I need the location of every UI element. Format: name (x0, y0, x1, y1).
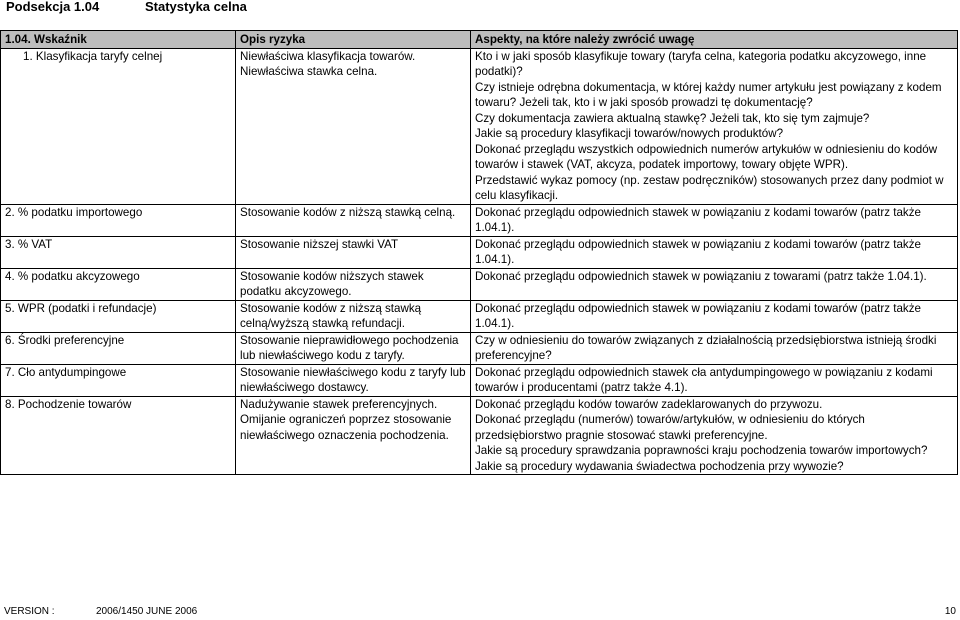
risk-cell (236, 300, 471, 332)
risk-text: Stosowanie kodów z niższą stawką celną. (240, 205, 456, 219)
table-row (1, 396, 958, 475)
aspect-text: Kto i w jaki sposób klasyfikuje towary (taryfa celna, kategoria podatku akcyzowego, inne podatki)? (475, 49, 927, 78)
aspect-text: Jakie są procedury klasyfikacji towarów/nowych produktów? (475, 127, 784, 140)
aspects-cell (471, 48, 958, 204)
column-header-risk: Opis ryzyka (236, 31, 471, 49)
aspect-text: Dokonać przeglądu wszystkich odpowiednich numerów artykułów w odniesieniu do kodów towarów i stawek (VAT, akcyza, podatek importowy, towary objęte WPR). (475, 142, 938, 171)
indicator-cell: 1. Klasyfikacja taryfy celnej (1, 48, 236, 204)
table-row (1, 204, 958, 236)
risk-cell (236, 268, 471, 300)
table-header-row (1, 31, 958, 49)
aspects-cell (471, 300, 958, 332)
aspect-text: Dokonać przeglądu (numerów) towarów/artykułów, w odniesieniu do których przedsiębiorstwo pragnie stosować stawki preferencyjne. (475, 413, 865, 442)
section-label: Podsekcja 1.04 (6, 0, 100, 14)
indicator-cell: 8. Pochodzenie towarów (1, 396, 236, 475)
risk-cell (236, 236, 471, 268)
risk-cell (236, 364, 471, 396)
indicator-cell: 7. Cło antydumpingowe (1, 364, 236, 396)
table-row (1, 268, 958, 300)
risk-text: Stosowanie kodów z niższą stawką celną/wyższą stawką refundacji. (240, 301, 422, 330)
risk-text: Niewłaściwa stawka celna. (240, 65, 378, 78)
aspect-text: Przedstawić wykaz pomocy (np. zestaw podręczników) stosowanych przez dany podmiot w celu klasyfikacji. (475, 173, 944, 202)
aspect-text: Dokonać przeglądu odpowiednich stawek cła antydumpingowego w powiązaniu z kodami towarów i producentami (patrz także 4.1). (475, 365, 933, 394)
risk-text: Omijanie ograniczeń poprzez stosowanie niewłaściwego oznaczenia pochodzenia. (240, 413, 452, 442)
aspect-text: Czy istnieje odrębna dokumentacja, w której każdy numer artykułu jest powiązany z kodem towaru? Jeżeli tak, kto i w jaki sposób prowadzi tę dokumentację? (475, 80, 942, 109)
table-row (1, 48, 958, 204)
table-row (1, 300, 958, 332)
risk-text: Stosowanie niższej stawki VAT (240, 237, 399, 251)
indicator-cell: 4. % podatku akcyzowego (1, 268, 236, 300)
page-number: 10 (944, 606, 956, 617)
indicator-cell: 6. Środki preferencyjne (1, 332, 236, 364)
risk-cell (236, 332, 471, 364)
risk-cell (236, 204, 471, 236)
risk-cell (236, 396, 471, 475)
column-header-aspects: Aspekty, na które należy zwrócić uwagę (471, 31, 958, 49)
aspect-text: Czy dokumentacja zawiera aktualną stawkę? Jeżeli tak, kto się tym zajmuje? (475, 111, 870, 125)
aspect-text: Dokonać przeglądu odpowiednich stawek w powiązaniu z kodami towarów (patrz także 1.04.1). (475, 205, 921, 234)
version-label: VERSION : (4, 606, 55, 617)
risk-text: Stosowanie niewłaściwego kodu z taryfy lub niewłaściwego dostawcy. (240, 365, 466, 394)
aspects-cell (471, 268, 958, 300)
aspects-cell (471, 364, 958, 396)
risk-text: Niewłaściwa klasyfikacja towarów. (240, 49, 416, 63)
column-header-indicator: 1.04. Wskaźnik (1, 31, 236, 49)
aspects-cell (471, 204, 958, 236)
risk-text: Stosowanie nieprawidłowego pochodzenia lub niewłaściwego kodu z taryfy. (240, 333, 459, 362)
aspect-text: Dokonać przeglądu odpowiednich stawek w powiązaniu z kodami towarów (patrz także 1.04.1). (475, 301, 921, 330)
aspects-cell (471, 236, 958, 268)
page-footer (0, 606, 960, 620)
section-title: Statystyka celna (145, 0, 247, 14)
risk-text: Nadużywanie stawek preferencyjnych. (240, 397, 438, 411)
page-header (0, 0, 960, 20)
aspect-text: Dokonać przeglądu odpowiednich stawek w powiązaniu z towarami (patrz także 1.04.1). (475, 269, 927, 283)
indicator-cell: 5. WPR (podatki i refundacje) (1, 300, 236, 332)
aspect-text: Jakie są procedury wydawania świadectwa pochodzenia przy wywozie? (475, 459, 844, 473)
indicator-cell: 3. % VAT (1, 236, 236, 268)
risk-text: Stosowanie kodów niższych stawek podatku akcyzowego. (240, 269, 424, 298)
indicator-cell: 2. % podatku importowego (1, 204, 236, 236)
aspects-cell (471, 396, 958, 475)
table-row (1, 364, 958, 396)
aspect-text: Czy w odniesieniu do towarów związanych z działalnością przedsiębiorstwa istnieją środki preferencyjne? (475, 333, 937, 362)
table-row (1, 236, 958, 268)
aspect-text: Jakie są procedury sprawdzania poprawności kraju pochodzenia towarów importowych? (475, 444, 928, 457)
table-row (1, 332, 958, 364)
aspect-text: Dokonać przeglądu odpowiednich stawek w powiązaniu z kodami towarów (patrz także 1.04.1). (475, 237, 921, 266)
aspect-text: Dokonać przeglądu kodów towarów zadeklarowanych do przywozu. (475, 397, 823, 411)
version-date: 2006/1450 JUNE 2006 (96, 606, 198, 617)
indicator-table (0, 30, 958, 475)
aspects-cell (471, 332, 958, 364)
risk-cell (236, 48, 471, 204)
